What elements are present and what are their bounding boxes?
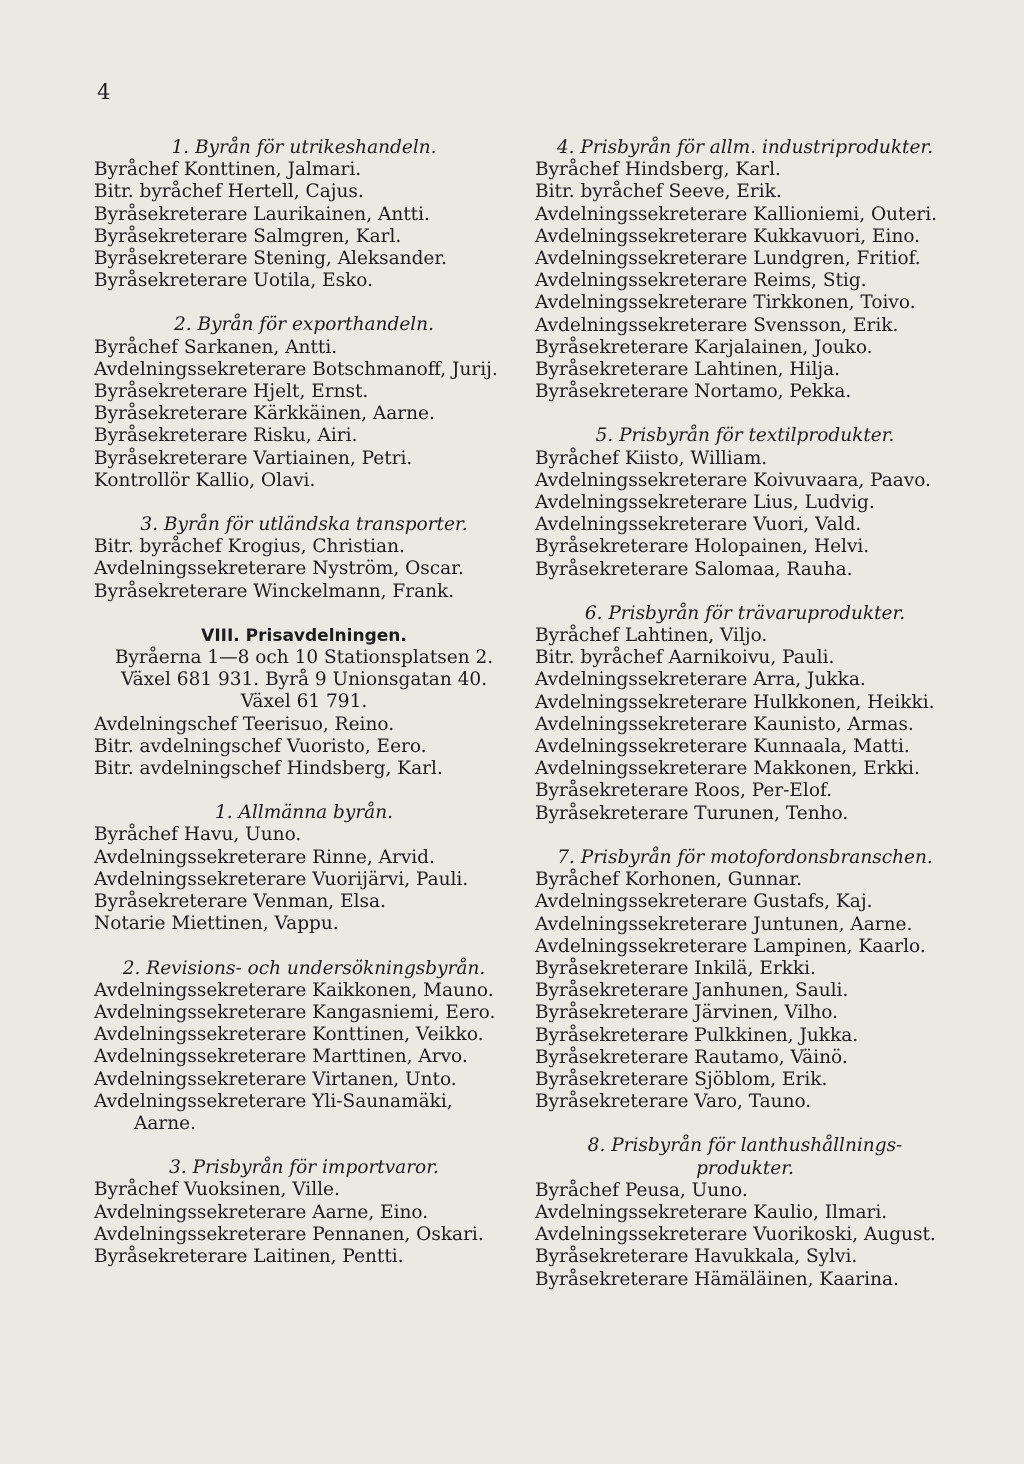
- staff-entry: Avdelningssekreterare Kangasniemi, Eero.: [94, 1001, 496, 1023]
- staff-entry: Avdelningssekreterare Pennanen, Oskari.: [94, 1223, 484, 1245]
- staff-entry: Avdelningssekreterare Juntunen, Aarne.: [535, 913, 913, 935]
- staff-entry: Avdelningssekreterare Vuorikoski, August.: [535, 1224, 936, 1246]
- address-line: Byråerna 1—8 och 10 Stationsplatsen 2.: [114, 647, 494, 669]
- spacer: [94, 936, 514, 958]
- staff-entry: Avdelningssekreterare Kukkavuori, Eino.: [535, 225, 921, 247]
- staff-entry: Byråsekreterare Havukkala, Sylvi.: [535, 1246, 858, 1268]
- staff-entry: Byråsekreterare Pulkkinen, Jukka.: [535, 1024, 859, 1046]
- section-heading: 3. Prisbyrån för importvaror.: [169, 1157, 439, 1179]
- staff-entry: Bitr. avdelningschef Vuoristo, Eero.: [94, 735, 427, 757]
- staff-entry: Byråsekreterare Inkilä, Erkki.: [535, 957, 816, 979]
- left-column: [94, 137, 514, 1268]
- staff-entry: Byråsekreterare Venman, Elsa.: [94, 891, 386, 913]
- section-heading: 2. Byrån för exporthandeln.: [174, 314, 434, 336]
- staff-entry: Avdelningssekreterare Kunnaala, Matti.: [535, 736, 910, 758]
- staff-entry: Avdelningssekreterare Hulkkonen, Heikki.: [535, 691, 935, 713]
- staff-entry: Byråchef Vuoksinen, Ville.: [94, 1179, 340, 1201]
- section-heading: produkter.: [696, 1157, 794, 1179]
- staff-entry: Byråsekreterare Laurikainen, Antti.: [94, 203, 430, 225]
- staff-entry: Avdelningssekreterare Arra, Jukka.: [535, 669, 866, 691]
- staff-entry: Avdelningssekreterare Gustafs, Kaj.: [535, 891, 873, 913]
- spacer: [535, 825, 955, 847]
- staff-entry: Avdelningssekreterare Tirkkonen, Toivo.: [535, 292, 916, 314]
- staff-entry: Byråsekreterare Roos, Per-Elof.: [535, 780, 833, 802]
- spacer: [94, 1135, 514, 1157]
- staff-entry: Avdelningssekreterare Vuorijärvi, Pauli.: [94, 868, 469, 890]
- staff-entry: Byråsekreterare Rautamo, Väinö.: [535, 1046, 848, 1068]
- staff-entry: Byråsekreterare Laitinen, Pentti.: [94, 1245, 404, 1267]
- staff-entry: Byråsekreterare Karjalainen, Jouko.: [535, 336, 873, 358]
- staff-entry: Bitr. byråchef Aarnikoivu, Pauli.: [535, 647, 835, 669]
- staff-entry: Avdelningssekreterare Lius, Ludvig.: [535, 492, 875, 514]
- staff-entry: Byråsekreterare Hjelt, Ernst.: [94, 381, 369, 403]
- staff-entry: Avdelningssekreterare Lundgren, Fritiof.: [535, 248, 921, 270]
- staff-entry: Bitr. byråchef Seeve, Erik.: [535, 181, 782, 203]
- section-heading: 5. Prisbyrån för textilprodukter.: [595, 425, 895, 447]
- staff-entry: Avdelningssekreterare Konttinen, Veikko.: [94, 1024, 484, 1046]
- section-heading: 6. Prisbyrån för trävaruprodukter.: [584, 602, 906, 624]
- spacer: [535, 581, 955, 603]
- staff-entry: Byråsekreterare Vartiainen, Petri.: [94, 447, 413, 469]
- section-heading: 3. Byrån för utländska transporter.: [140, 514, 468, 536]
- staff-entry: Avdelningssekreterare Kaulio, Ilmari.: [535, 1201, 888, 1223]
- staff-entry: Byråsekreterare Janhunen, Sauli.: [535, 980, 849, 1002]
- staff-entry: Avdelningssekreterare Kallioniemi, Outeri.: [535, 203, 938, 225]
- staff-entry: Byråchef Korhonen, Gunnar.: [535, 869, 803, 891]
- staff-entry: Avdelningssekreterare Rinne, Arvid.: [94, 846, 435, 868]
- section-heading: 4. Prisbyrån för allm. industriprodukter.: [556, 137, 934, 158]
- staff-entry: Avdelningssekreterare Koivuvaara, Paavo.: [535, 469, 931, 491]
- staff-entry: Avdelningssekreterare Aarne, Eino.: [94, 1201, 429, 1223]
- staff-entry: Avdelningssekreterare Botschmanoff, Jurij.: [94, 358, 498, 380]
- staff-entry: Byråchef Konttinen, Jalmari.: [94, 159, 362, 181]
- staff-entry: Avdelningssekreterare Makkonen, Erkki.: [535, 758, 920, 780]
- staff-entry: Byråchef Kiisto, William.: [535, 447, 768, 469]
- department-title: VIII. Prisavdelningen.: [201, 625, 407, 646]
- staff-entry: Byråchef Hindsberg, Karl.: [535, 159, 781, 181]
- staff-entry: Byråsekreterare Kärkkäinen, Aarne.: [94, 403, 435, 425]
- spacer: [535, 1113, 955, 1135]
- spacer: [94, 492, 514, 514]
- address-line: Växel 61 791.: [240, 691, 368, 713]
- staff-entry: Byråsekreterare Hämäläinen, Kaarina.: [535, 1268, 899, 1290]
- staff-entry: Byråsekreterare Risku, Airi.: [94, 425, 358, 447]
- staff-entry: Avdelningssekreterare Reims, Stig.: [535, 270, 867, 292]
- staff-entry: Byråchef Havu, Uuno.: [94, 824, 302, 846]
- staff-entry: Avdelningschef Teerisuo, Reino.: [94, 713, 395, 735]
- spacer: [535, 403, 955, 425]
- staff-entry: Avdelningssekreterare Svensson, Erik.: [535, 314, 899, 336]
- section-heading: 1. Byrån för utrikeshandeln.: [171, 137, 437, 158]
- staff-entry: Avdelningssekreterare Kaunisto, Armas.: [535, 713, 914, 735]
- staff-entry: Byråsekreterare Holopainen, Helvi.: [535, 536, 870, 558]
- address-line: Växel 681 931. Byrå 9 Unionsgatan 40.: [120, 669, 488, 691]
- staff-entry: Byråchef Peusa, Uuno.: [535, 1179, 748, 1201]
- staff-entry: Avdelningssekreterare Kaikkonen, Mauno.: [94, 979, 494, 1001]
- staff-entry: Byråsekreterare Stening, Aleksander.: [94, 248, 448, 270]
- section-heading: 7. Prisbyrån för motofordonsbranschen.: [557, 846, 933, 868]
- staff-entry: Avdelningssekreterare Marttinen, Arvo.: [94, 1046, 468, 1068]
- staff-entry: Kontrollör Kallio, Olavi.: [94, 469, 316, 491]
- staff-entry: Byråsekreterare Järvinen, Vilho.: [535, 1002, 838, 1024]
- right-column: [535, 137, 955, 1291]
- staff-entry: Byråsekreterare Salomaa, Rauha.: [535, 558, 853, 580]
- staff-entry: Avdelningssekreterare Lampinen, Kaarlo.: [535, 935, 926, 957]
- staff-entry: Bitr. avdelningschef Hindsberg, Karl.: [94, 758, 443, 780]
- staff-entry: Byråsekreterare Salmgren, Karl.: [94, 225, 402, 247]
- spacer: [94, 292, 514, 314]
- staff-entry-continued: Aarne.: [134, 1112, 196, 1134]
- staff-entry: Bitr. byråchef Krogius, Christian.: [94, 536, 405, 558]
- staff-entry: Byråsekreterare Turunen, Tenho.: [535, 802, 849, 824]
- section-heading: 2. Revisions- och undersökningsbyrån.: [122, 957, 486, 979]
- staff-entry: Byråsekreterare Lahtinen, Hilja.: [535, 359, 841, 381]
- staff-entry: Byråsekreterare Nortamo, Pekka.: [535, 381, 852, 403]
- staff-entry: Byråsekreterare Sjöblom, Erik.: [535, 1068, 828, 1090]
- staff-entry: Byråchef Sarkanen, Antti.: [94, 336, 338, 358]
- staff-entry: Avdelningssekreterare Virtanen, Unto.: [94, 1068, 457, 1090]
- staff-entry: Byråsekreterare Varo, Tauno.: [535, 1091, 812, 1113]
- staff-entry: Notarie Miettinen, Vappu.: [94, 913, 339, 935]
- spacer: [94, 603, 514, 625]
- staff-entry: Byråchef Lahtinen, Viljo.: [535, 625, 768, 647]
- staff-entry: Avdelningssekreterare Yli-Saunamäki,: [94, 1090, 453, 1112]
- spacer: [94, 780, 514, 802]
- staff-entry: Avdelningssekreterare Vuori, Vald.: [535, 514, 862, 536]
- section-heading: 8. Prisbyrån för lanthushållnings-: [587, 1135, 903, 1157]
- staff-entry: Bitr. byråchef Hertell, Cajus.: [94, 181, 364, 203]
- page-number: 4: [97, 80, 111, 104]
- staff-entry: Avdelningssekreterare Nyström, Oscar.: [94, 558, 464, 580]
- staff-entry: Byråsekreterare Uotila, Esko.: [94, 270, 373, 292]
- section-heading: 1. Allmänna byrån.: [215, 802, 393, 824]
- staff-entry: Byråsekreterare Winckelmann, Frank.: [94, 580, 455, 602]
